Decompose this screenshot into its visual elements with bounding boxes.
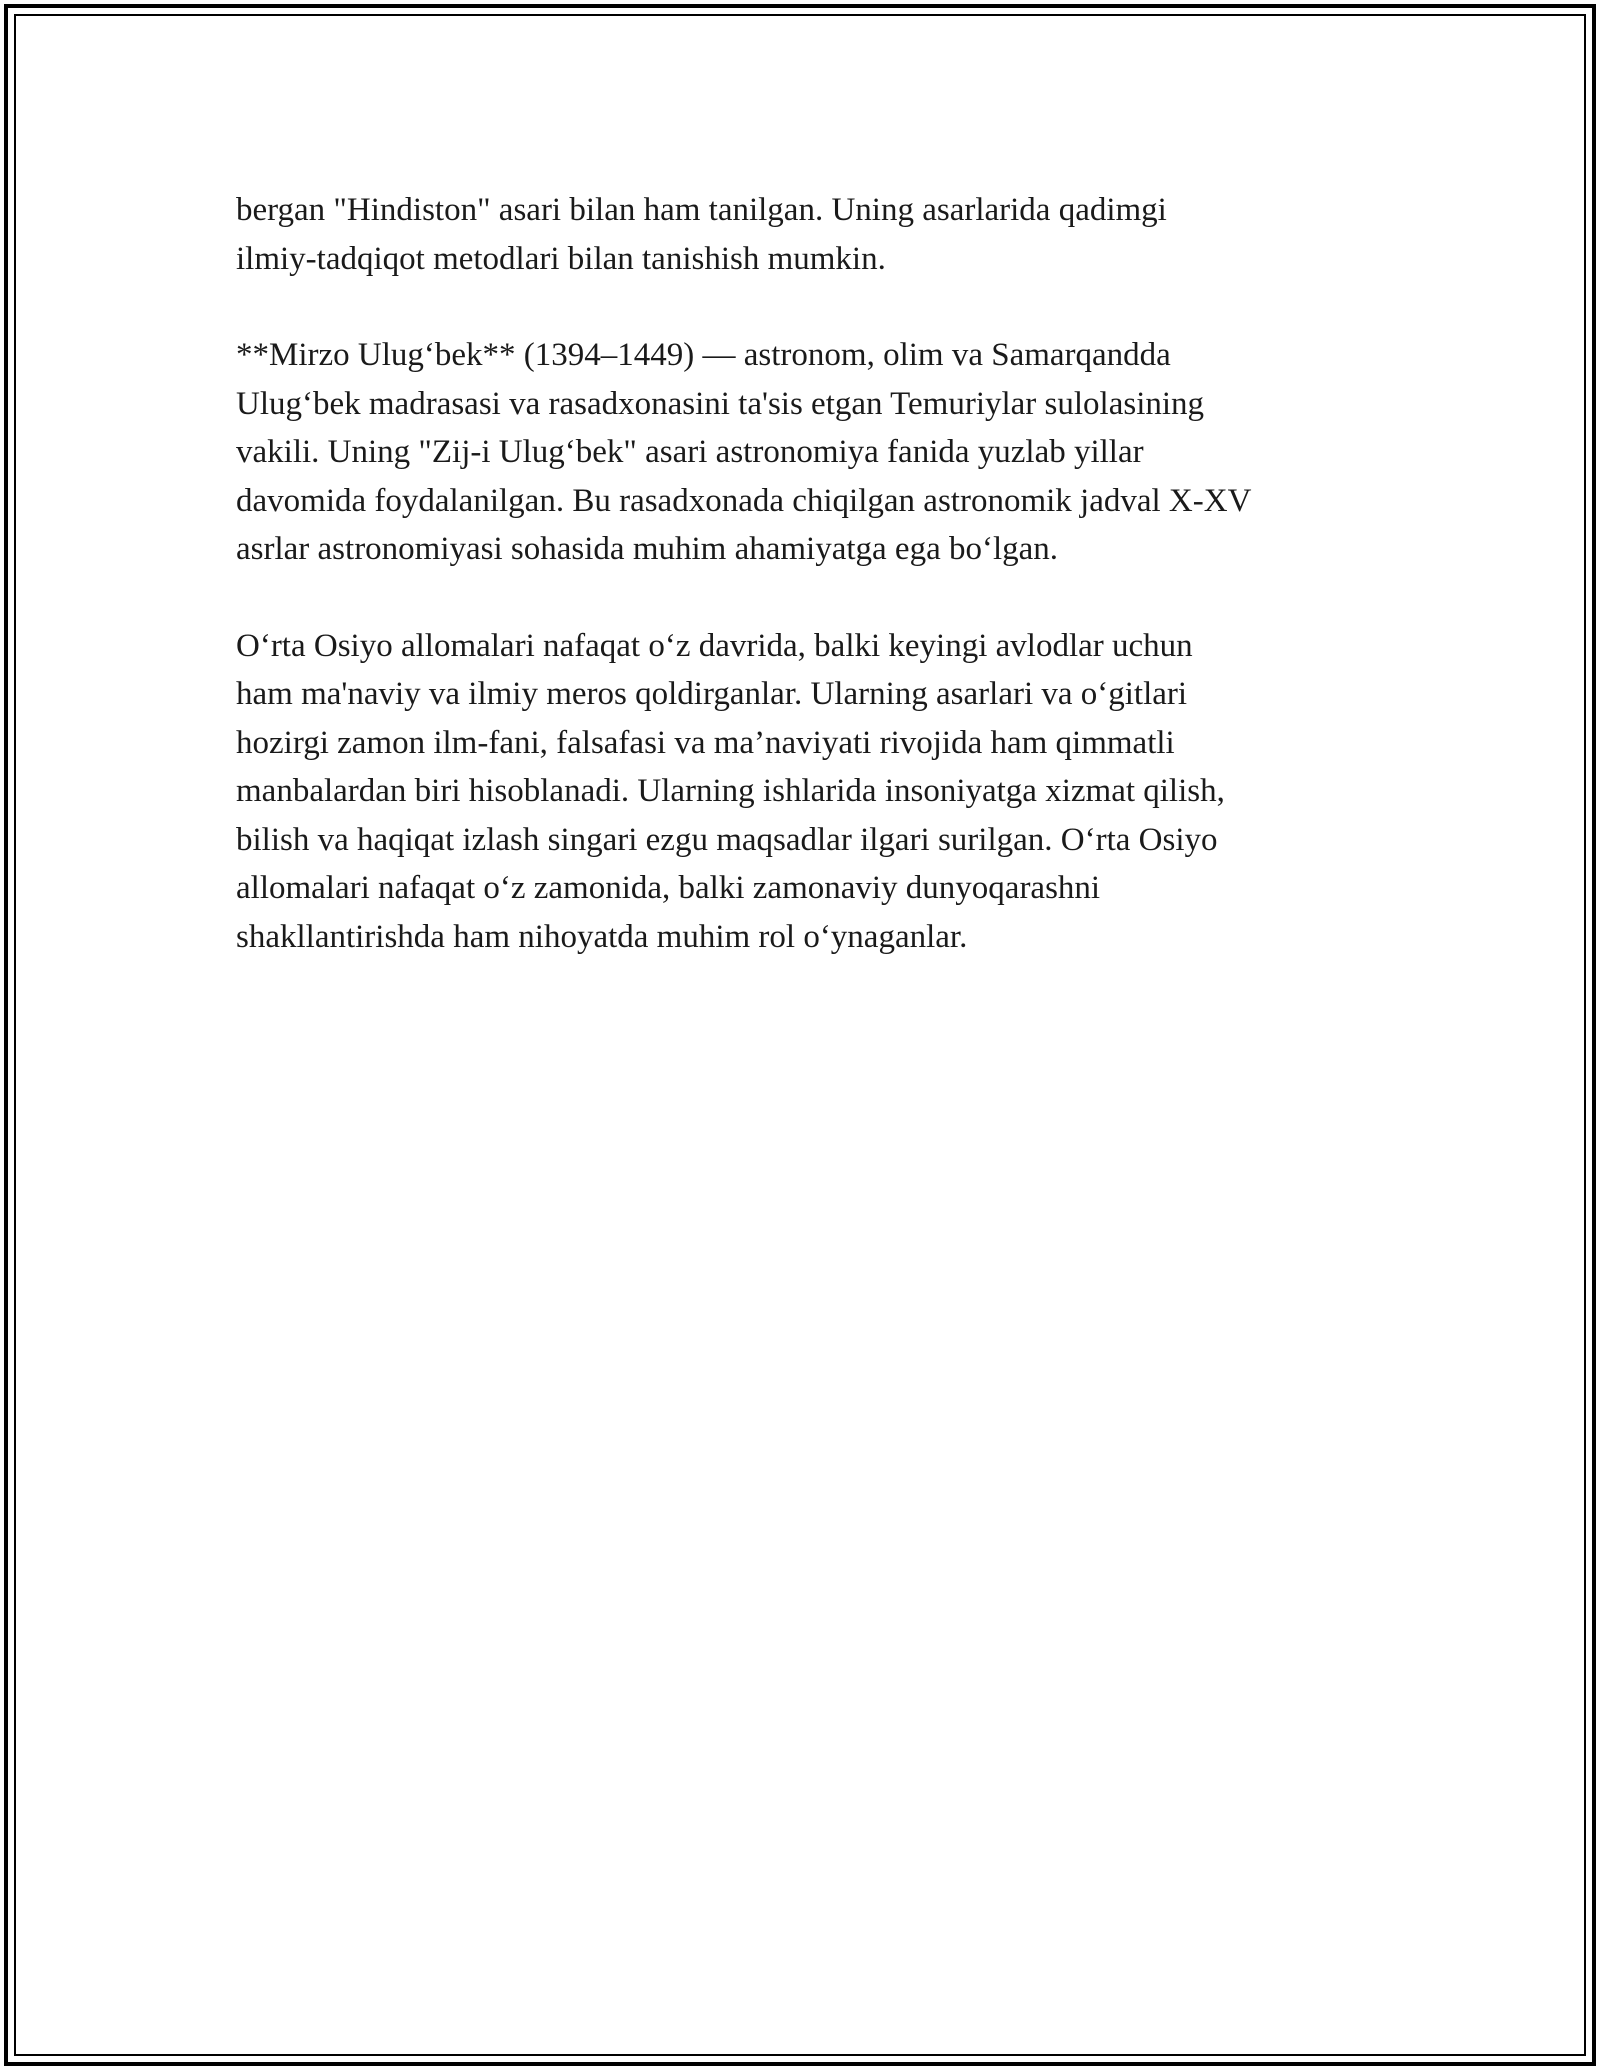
document-body — [236, 186, 1376, 1009]
paragraph-allomalar: O‘rta Osiyo allomalari nafaqat o‘z davrida, balki keyingi avlodlar uchun ham ma'naviy va ilmiy meros qoldirganlar. Ularning asarlari va o‘gitlari hozirgi zamon ilm-fani, falsafasi va ma’naviyati rivojida ham qimmatli manbalardan biri hisoblanadi. Ularning ishlarida insoniyatga xizmat qilish, bilish va haqiqat izlash singari ezgu maqsadlar ilgari surilgan. O‘rta Osiyo allomalari nafaqat o‘z zamonida, balki zamonaviy dunyoqarashni shakllantirishda ham nihoyatda muhim rol o‘ynaganlar. — [236, 627, 1225, 955]
paragraph-hindiston: bergan "Hindiston" asari bilan ham tanilgan. Uning asarlarida qadimgi ilmiy-tadqiqot metodlari bilan tanishish mumkin. — [236, 192, 1167, 277]
paragraph-ulugbek: **Mirzo Ulug‘bek** (1394–1449) — astronom, olim va Samarqandda Ulug‘bek madrasasi va rasadxonasini ta'sis etgan Temuriylar sulolasining vakili. Uning "Zij-i Ulug‘bek" asari astronomiya fanida yuzlab yillar davomida foydalanilgan. Bu rasadxonada chiqilgan astronomik jadval X-XV asrlar astronomiyasi sohasida muhim ahamiyatga ega bo‘lgan. — [236, 337, 1252, 567]
